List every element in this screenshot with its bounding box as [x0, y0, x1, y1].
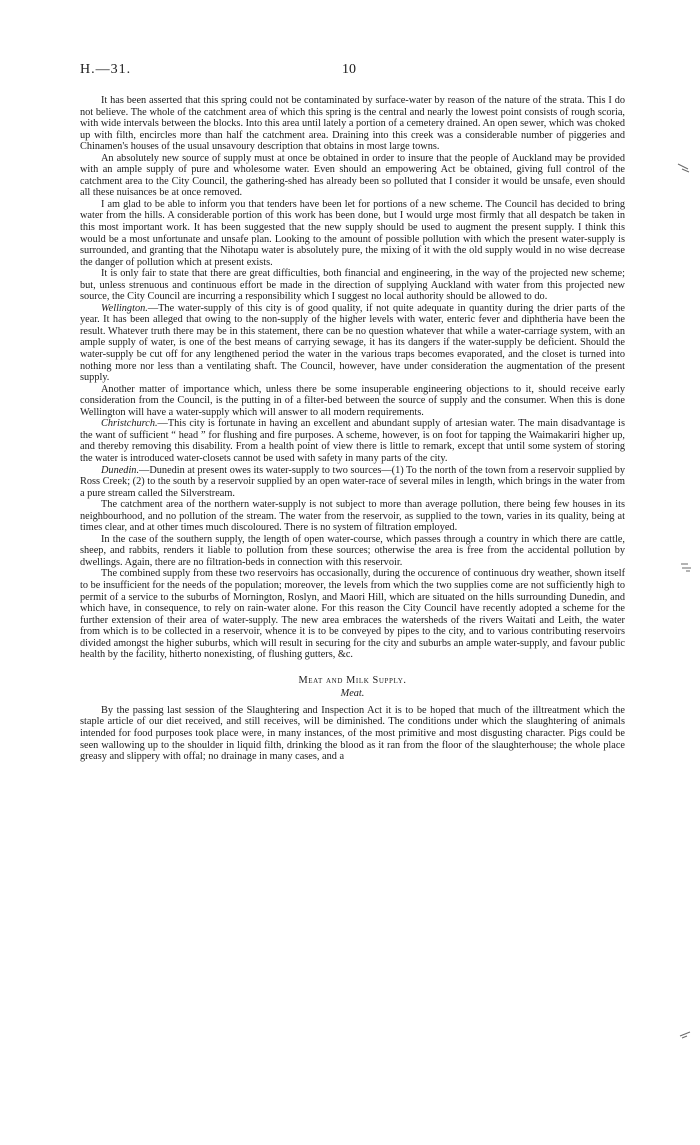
document-reference: H.—31.: [80, 62, 132, 77]
paragraph-text: Another matter of importance which, unless there be some insuperable engineering objections to it, should receive early consideration from the Council, is the putting in of a filter-bed between the source of supply and the consumer. When this is done Wellington will have a water-supply which will answer to all modern requirements.: [80, 383, 625, 418]
paragraph-dunedin: [80, 465, 625, 500]
paragraph: [80, 384, 625, 419]
paragraph: [80, 568, 625, 660]
paragraph: [80, 499, 625, 534]
paragraph-text: In the case of the southern supply, the length of open water-course, which passes through a country in which there are cattle, sheep, and rabbits, renders it liable to pollution from these sources; otherwise the area is free from the accidental pollution by dwellings. Again, there are no filtration-beds in connection with this reservoir.: [80, 533, 625, 568]
paragraph-closing: [80, 705, 625, 763]
paragraph-text: It is only fair to state that there are great difficulties, both financial and engineering, in the way of the projected new scheme; but, unless strenuous and continuous effort be made in the direction of supplying Auckland with water from this projected new source, the City Council are incurring a responsibility which I suggest no local authority should be allowed to do.: [80, 268, 625, 303]
paragraph: [80, 268, 625, 303]
paragraph: [80, 199, 625, 268]
page-header: [80, 62, 640, 82]
paragraph-text: An absolutely new source of supply must at once be obtained in order to insure that the people of Auckland may be provided with an ample supply of pure and wholesome water. Even should an empowering Act be obtained, giving full control of the catchment area to the City Council, the gathering-shed has already been so polluted that I consider it would be unsafe, even should all these nuisances be at once removed.: [80, 152, 625, 199]
paragraph-text: —The water-supply of this city is of good quality, if not quite adequate in quantity during the drier parts of the year. It has been alleged that owing to the non-supply of the higher levels with water, enteric fever and diphtheria have been the result. Whatever truth there may be in this statement, there can be no question whatever that while a water-carriage system, with an ample supply of water, is one of the best means of carrying sewage, it has its dangers if the water-supply be deficient. Should the water-supply be cut off for any lengthened period the water in the various traps becomes evaporated, and the closet is turned into nothing more nor less than a ventilating shaft. The Council, however, have under consideration the augmentation of the present supply.: [80, 302, 625, 384]
section-heading: Meat and Milk Supply.: [298, 674, 407, 686]
margin-mark-icon: [678, 560, 694, 574]
paragraph-text: By the passing last session of the Slaughtering and Inspection Act it is to be hoped that much of the illtreatment which the staple article of our diet received, and still receives, will be diminished. The conditions under which the slaughtering of animals intended for food purposes took place were, in many instances, of the most primitive and most disgusting character. Pigs could be seen wallowing up to the shoulder in liquid filth, drinking the blood as it ran from the floor of the slaughterhouse; the whole place greasy and slippery with offal; no drainage in many cases, and a: [80, 704, 625, 763]
paragraph: [80, 153, 625, 199]
paragraph-text: The combined supply from these two reservoirs has occasionally, during the occurence of continuous dry weather, shown itself to be insufficient for the needs of the population; moreover, the levels from which the two supplies come are not sufficiently high to permit of a service to the suburbs of Mornington, Roslyn, and Maori Hill, which are situated on the hills surrounding Dunedin, and which have, in consequence, to rely on rain-water alone. For this reason the City Council have recently adopted a scheme for the further extension of their area of water-supply. The new area embraces the watersheds of the rivers Waitati and Leith, the water from which is to be collected in a reservoir, whence it is to be conveyed by pipes to the city, and to various contributing reservoirs divided amongst the higher suburbs, which will result in securing for the city and suburbs an ample water-supply, and favour public health by the facility, hitherto nonexisting, of flushing gutters, &c.: [80, 568, 625, 661]
margin-mark-icon: [676, 160, 692, 174]
margin-mark-icon: [678, 1027, 694, 1041]
paragraph-text: —This city is fortunate in having an excellent and abundant supply of artesian water. The main disadvantage is the want of sufficient “ head ” for flushing and fire purposes. A scheme, however, is on foot for tapping the Waimakariri higher up, and thereby removing this disability. From a health point of view there is little to remark, except that until some system of storing the water is introduced water-closets cannot be used with safety in many parts of the city.: [80, 418, 625, 464]
paragraph-lead: Wellington.: [101, 302, 148, 314]
paragraph-lead: Christchurch.: [101, 418, 158, 430]
paragraph-text: —Dunedin at present owes its water-supply to two sources—(1) To the north of the town from a reservoir supplied by Ross Creek; (2) to the south by a reservoir supplied by an open water-race of several miles in length, which brings in the water from a pure stream called the Silverstream.: [80, 464, 625, 499]
paragraph: [80, 95, 625, 153]
paragraph-wellington: [80, 303, 625, 384]
document-body: [80, 95, 625, 763]
paragraph-text: I am glad to be able to inform you that tenders have been let for portions of a new scheme. The Council has decided to bring water from the hills. A considerable portion of this work has been done, but I would urge most firmly that all despatch be taken in this most important work. It has been suggested that the new supply should be used to augment the present supply. I think this would be a most unfortunate and unsafe plan. Looking to the amount of possible pollution with which the present water-supply is surrounded, and granting that the Nihotapu water is absolutely pure, the mixing of it with the old supply would in no wise decrease the danger of pollution which at present exists.: [80, 198, 625, 268]
page-number: 10: [342, 62, 356, 77]
paragraph-text: It has been asserted that this spring could not be contaminated by surface-water by reason of the nature of the strata. This I do not believe. The whole of the catchment area of which this spring is the central and nearly the lowest point consists of rough scoria, with wide intervals between the blocks. Into this area until lately a portion of a cemetery drained. An open sewer, which was choked up with filth, encircles more than half the catchment area. Draining into this creek was a considerable number of piggeries and Chinamen's houses of the usual unsavoury description that obtains in most large towns.: [80, 95, 625, 153]
subsection-heading: Meat.: [340, 688, 365, 700]
paragraph-christchurch: [80, 418, 625, 464]
paragraph-text: The catchment area of the northern water-supply is not subject to more than average pollution, there being few houses in its neighbourhood, and no pollution of the stream. The water from the reservoir, as supplied to the town, varies in its quality, being at times clear, and at other times much discoloured. There is no system of filtration employed.: [80, 499, 625, 534]
paragraph: [80, 534, 625, 569]
paragraph-lead: Dunedin.: [101, 464, 140, 476]
